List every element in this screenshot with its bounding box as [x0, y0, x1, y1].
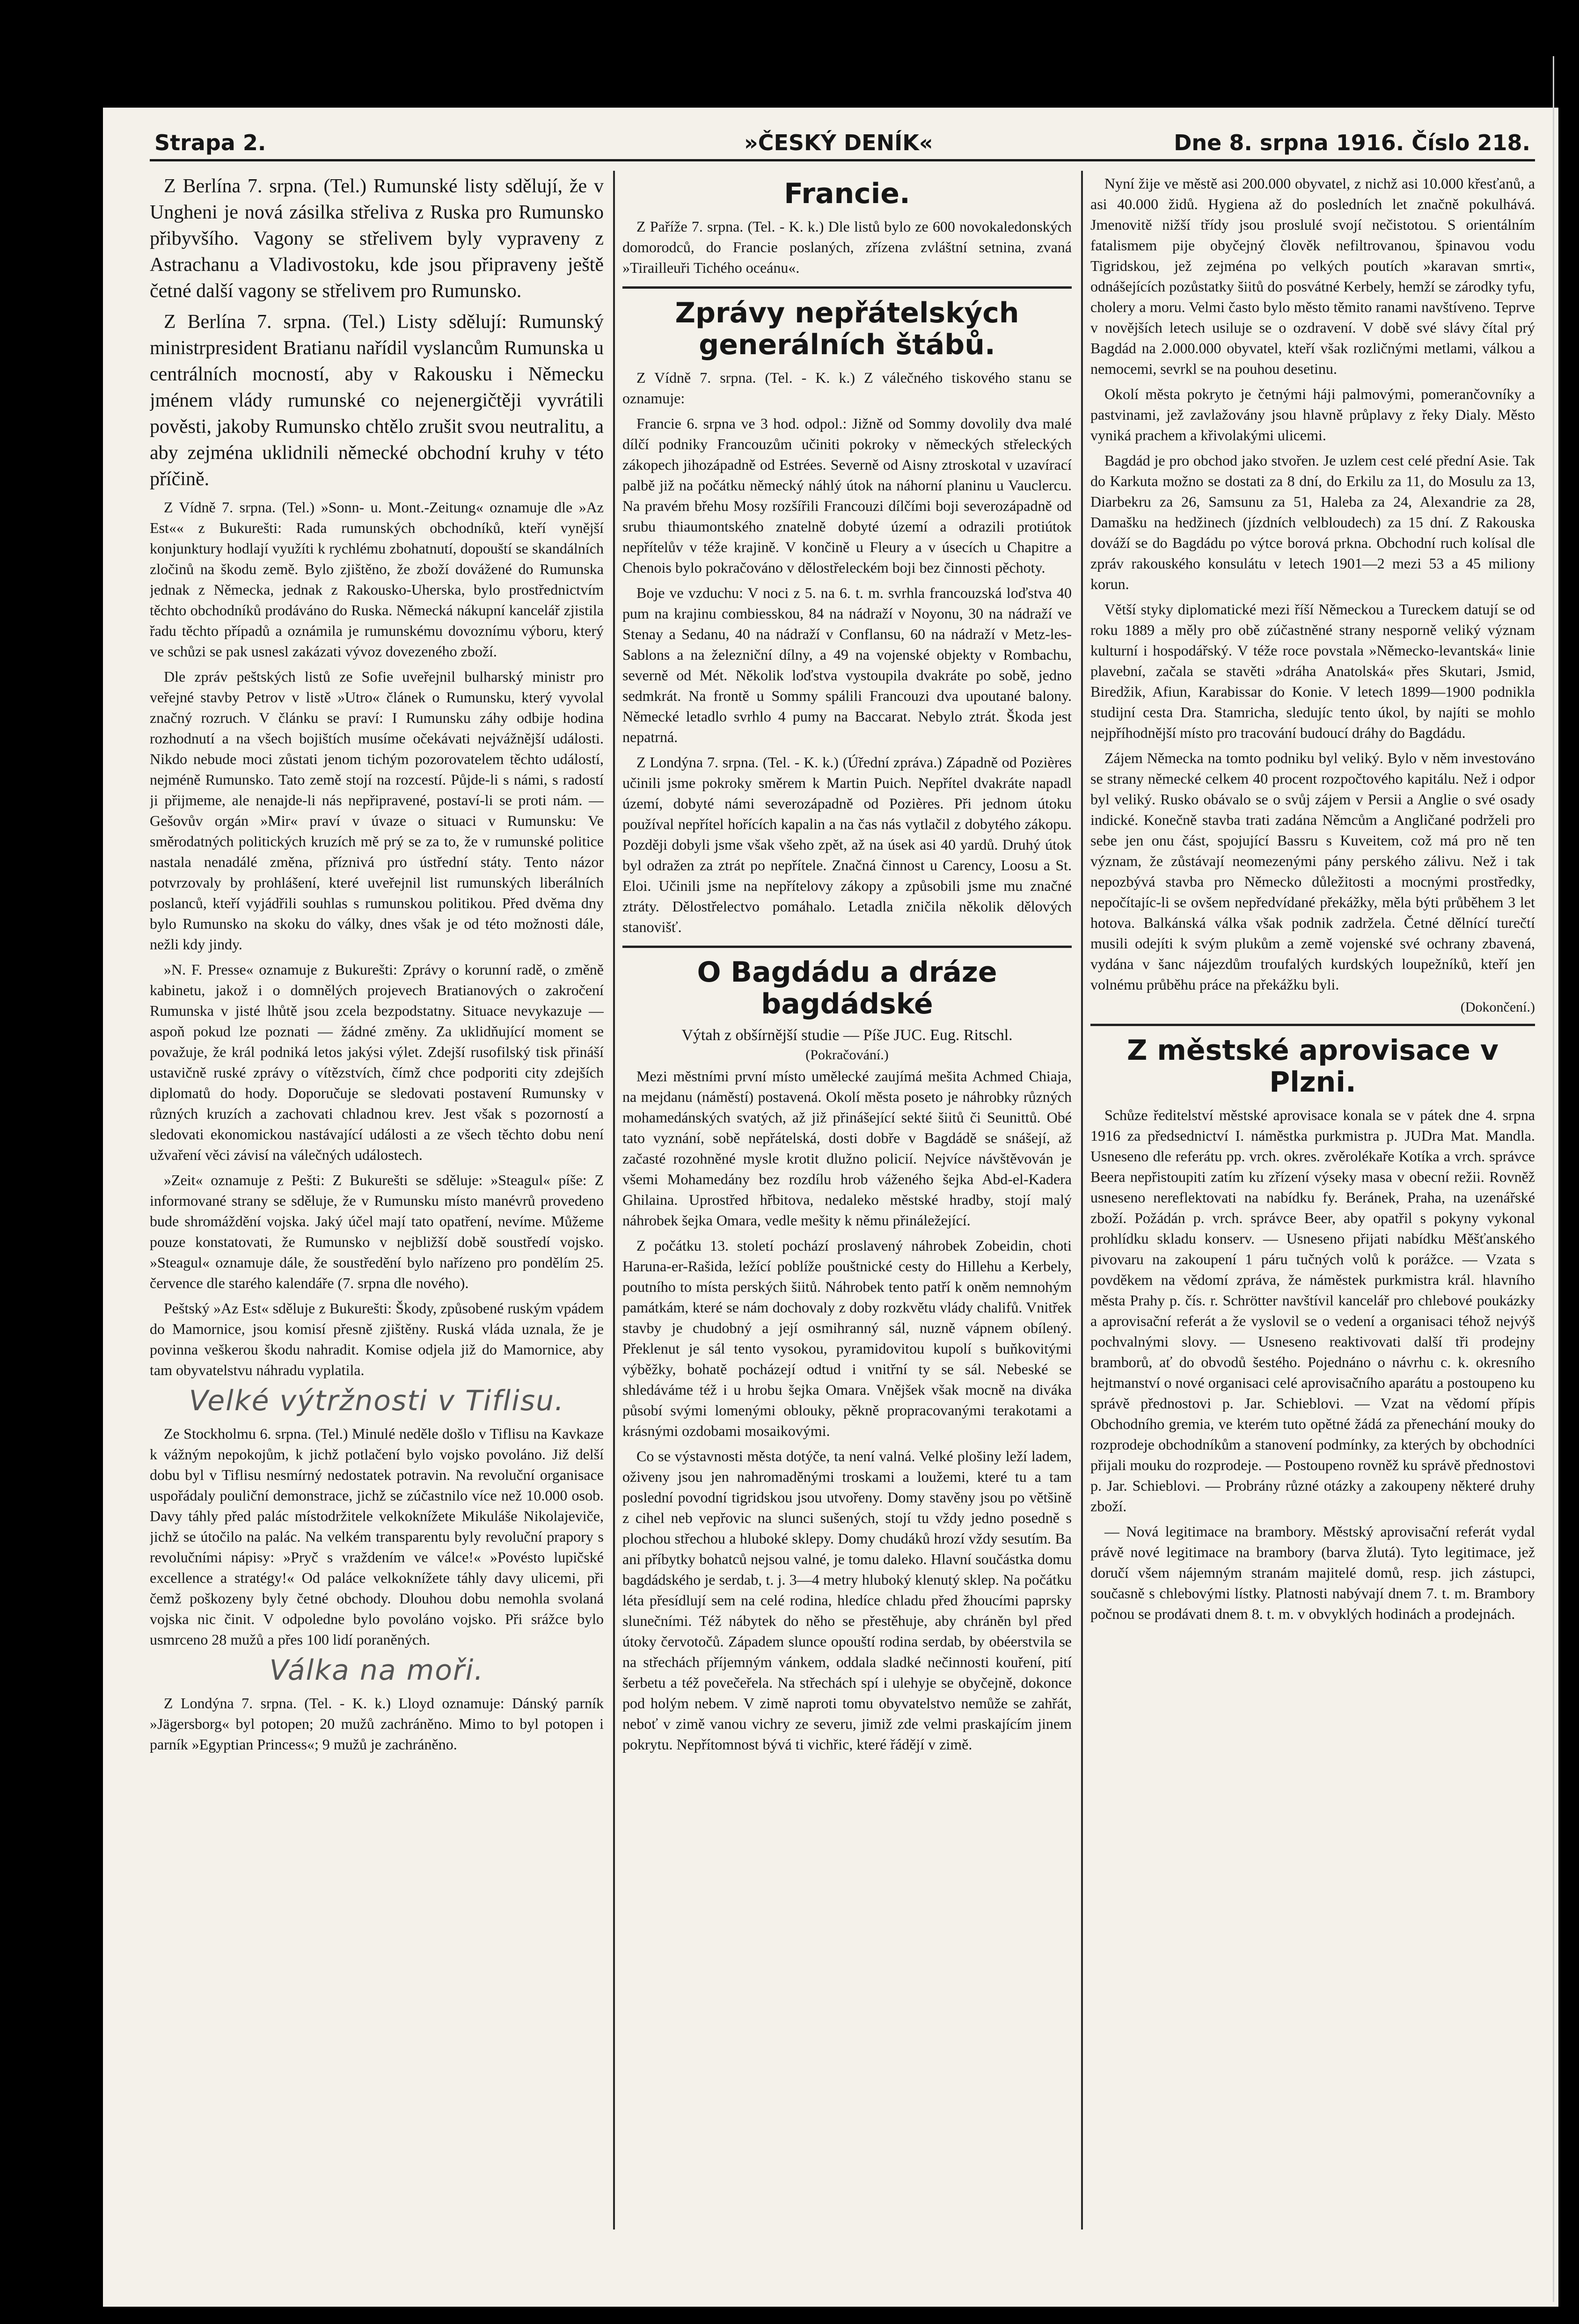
- newspaper-page: [150, 126, 1535, 2297]
- article-paragraph: Mezi městními první místo umělecké zaujímá mešita Achmed Chiaja, na mejdanu (náměstí) postavená. Okolí města poseto je náhrobky různých mohamedánských svatých, až již přinášející sekté šiitů či Seunittů. Obé tato vyznání, sobě nepřátelská, dosti dobře v Bagdádě se snášejí, až začasté rozohněné mysle krotit dlužno policií. Nejvíce návštěvován je všemi Mohamedány bez rozdílu hrob váženého šejka Abd-el-Kadera Ghilaina. Uprostřed hřbitova, nedaleko městské hradby, stojí malý náhrobek šejka Omara, vedle mešity k němu přináležející.: [622, 1068, 1072, 1229]
- article-paragraph: Z Vídně 7. srpna. (Tel. - K. k.) Z válečného tiskového stanu se oznamuje:: [622, 369, 1072, 407]
- article-paragraph: »N. F. Presse« oznamuje z Bukurešti: Zprávy o korunní radě, o změně kabinetu, jakož i o domnělých projevech Bratianových o zakročení Rumunska v jisté lhůtě jsou zcela bezpodstatny. Situace nevykazuje — aspoň pokud lze poznati — žádné změny. Za uklidňující moment se považuje, že král podniká letos jakýsi výlet. Zdejší rusofilský tisk přináší ustavičně ruské zprávy o vítězstvích, čímž chce podporiti city zdejších diplomatů do hody. Doporučuje se sledovati postavení Rumunsky v různých kruzích a zachovati chladnou krev. Jest však s pozorností a sledovati ekonomickou nastávající události a ze všech těchto dobu není užvaření věci závisí na válečných událostech.: [150, 961, 604, 1163]
- article-paragraph: Peštský »Az Est« sděluje z Bukurešti: Škody, způsobené ruským vpádem do Mamornice, jsou komisí přesně zjištěny. Ruská vláda uznala, že je povinna veškerou škodu nahradit. Komise odjela již do Mamornice, aby tam obyvatelstvu náhradu vyplatila.: [150, 1300, 604, 1378]
- headline-war-at-sea: Válka na moři.: [269, 1654, 484, 1687]
- page-header: [150, 126, 1535, 161]
- article-paragraph: Z Berlína 7. srpna. (Tel.) Listy sdělují: Rumunský ministrpresident Bratianu nařídil vyslancům Rumunska u centrálních mocností, aby v Rakousku i Německu jménem vlády rumunské co nejenergičtěji vyvrátili pověsti, jakoby Rumunsko chtělo zrušit svou neutralitu, a aby zejména uklidnili německé obchodní kruhy v této příčině.: [150, 311, 604, 490]
- article-paragraph: »Zeit« oznamuje z Pešti: Z Bukurešti se sděluje: »Steagul« píše: Z informované strany se sděluje, že v Rumunsku místo manévrů provedeno bude shromáždění vojska. Jaký účel mají tato opatření, nevíme. Můžeme pouze konstatovati, že Rumunsko v nejbližší době soustředí vojsko. »Steagul« oznamuje dále, že soustředění bylo nařízeno pro pondělím 25. července dle starého kalendáře (7. srpna dle nového).: [150, 1172, 604, 1291]
- article-paragraph: Z Paříže 7. srpna. (Tel. - K. k.) Dle listů bylo ze 600 novokaledonských domorodců, do Francie poslaných, zřízena zvláštní setnina, zvaná »Tirailleuři Tichého oceánu«.: [622, 218, 1072, 276]
- article-paragraph: Bagdád je pro obchod jako stvořen. Je uzlem cest celé přední Asie. Tak do Karkuta možno se dostati za 8 dní, do Erkilu za 11, do Mosulu za 13, Diarbekru za 26, Samsunu za 51, Haleba za 24, Alexandrie za 28, Damašku na hedžinech (jízdních velbloudech) za 15 dní. Z Rakouska dováží se do Bagdádu po výtce borová prkna. Obchodní ruch kolísal dle zpráv rakouského konsulátu v letech 1901—2 mezi 53 a 45 miliony korun.: [1090, 452, 1535, 592]
- headline-francie: Francie.: [784, 177, 910, 210]
- article-paragraph: Co se výstavnosti města dotýče, ta není valná. Velké plošiny leží ladem, oživeny jsou jen nahromaděnými troskami a loužemi, které tu a tam poslední povodní tigridskou jsou utvořeny. Domy stavěny jsou po většině z cihel neb vepřovic na slunci sušených, stojí tu vždy jedno posedně s plochou střechou a hluboké sklepy. Domy chudáků hrozí vždy sesutím. Ba ani příbytky bohatců nejsou valné, je tomu daleko. Hlavní součástka domu bagdádského je serdab, t. j. 3—4 metry hluboký klenutý sklep. Na počátku léta přesídlují sem na celé rodina, hledíce chladu před žhoucími paprsky slunečními. Též nábytek do něho se přestěhuje, aby chráněn byl před útoky červotočů. Západem slunce opouští rodina serdab, by obéerstvila se na střechách příjemným vánkem, oddala sladké nečinnosti kouření, pití šerbetu a též povečeřela. Na střechách spí i ulehyje se obyčejně, dokonce pod holým nebem. V zimě naproti tomu obyvatelstvo nemůže se zahřát, neboť v zimě vanou vichry ze severu, jimiž zde velmi praskajícím jinem pokrytu. Nepřítomnost bývá ti vichřic, které řádějí v zimě.: [622, 1448, 1072, 1753]
- column-1: [150, 173, 604, 2279]
- column-2: [622, 173, 1072, 2279]
- scan-edge-line: [1553, 56, 1554, 2302]
- headline-plzen-provisioning: Z městské aprovisace v Plzni.: [1127, 1034, 1499, 1099]
- section-rule: [1090, 1024, 1535, 1026]
- section-rule: [622, 286, 1072, 289]
- headline-enemy-staff-reports: Zprávy nepřátelských generálních štábů.: [675, 297, 1019, 361]
- article-paragraph: Francie 6. srpna ve 3 hod. odpol.: Jižně od Sommy dovolily dva malé dílčí podniky Francouzům učiniti pokroky v německých střeleckých zákopech jihozápadně od Estrées. Severně od Aisny ztroskotal v uzavírací palbě již na počátku německý náhlý útok na náhorní planinu u Vauclercu. Na pravém břehu Mosy rozšířili Francouzi dílčími boji severozápadně od srubu thiaumontského znatelně dobyté území a odrazili protiútok nepřítelův v téže krajině. V končině u Fleury a v úsecích u Chapitre a Chenois bylo pokračováno v dělostřeleckém boji bez činnosti pěchoty.: [622, 415, 1072, 576]
- column-rule: [1081, 171, 1083, 2229]
- column-3: [1090, 173, 1535, 2279]
- article-paragraph: Větší styky diplomatické mezi říší Německou a Tureckem datují se od roku 1889 a měly pro obě zúčastněné strany nesporně veliký význam kulturní i hospodářský. V téže roce povstala »Německo-levantská« linie plavební, začala se stavěti »dráha Anatolská« přes Skutari, Jsmid, Biredžik, Afiun, Karabissar do Konie. V letech 1899—1900 podnikla studijní cesta Dra. Stamricha, sledujíc tento úkol, by najíti se mohlo nejpříhodnější místo pro tracování budoucí dráhy do Bagdádu.: [1090, 601, 1535, 741]
- article-paragraph: Dle zpráv peštských listů ze Sofie uveřejnil bulharský ministr pro veřejné stavby Petrov v listě »Utro« článek o Rumunsku, který vyvolal značný rozruch. V článku se praví: I Rumunsku záhy odbije hodina rozhodnutí a na všech bojištích musíme očekávati nejvážnější události. Nikdo nebude moci zůstati jenom tichým pozorovatelem těchto událostí, nejméně Rumunsko. Tato země stojí na rozcestí. Půjde-li s námi, s radostí ji přijmeme, ale nenajde-li nás nepřipravené, postaví-li se proti nám. — Gešovův orgán »Mir« praví v úvaze o situaci v Rumunsku: Ve směrodatných politických kruzích mě prý se za to, že v rumunské politice nastala nenadálé změna, příznivá pro ústřední státy. Tento názor potvrzovaly by prohlášení, které uveřejnil list rumunských liberálních poslanců, kteří vyjádřili souhlas s rumunskou politikou. Před dvěma dny bylo Rumunsko na skoku do války, dnes však je od této možnosti dále, nežli kdy jindy.: [150, 668, 604, 953]
- article-paragraph: Schůze ředitelství městské aprovisace konala se v pátek dne 4. srpna 1916 za předsednictví I. náměstka purkmistra p. JUDra Mat. Mandla. Usneseno dle referátu pp. vrch. okres. zvěrolékaře Kotíka a vrch. správce Beera nepřistoupiti zatím ku zřízení výseky masa v obecní režii. Rovněž usneseno nereflektovati na nabídku fy. Beránek, Praha, na uzenářské zboží. Požádán p. vrch. správce Beer, aby opatřil s pokyny vykonal prohlídku skladu konserv. — Usneseno přijati nabídku Měšťanského pivovaru na zakoupení 1 páru tučných volů k porážce. — Vzata s povděkem na vědomí zpráva, že náměstek purkmistra král. hlavního města Prahy p. čís. r. Schrötter navštívil kancelář pro chlebové poukázky a aprovisační referát a že vyslovil se o vedení a organisaci téhož nejvýš pochvalnými slovy. — Usneseno reaktivovati další tři prodejny bramborů, ať do obvodů šestého. Pojednáno o návrhu c. k. okresního hejtmanství o nové organisaci celé aprovisačního aparátu a postoupeno ku správě přednostovi p. Jar. Schieblovi. — Vzat na vědomí přípis Obchodního gremia, ve kterém tuto opětné žádá za přenechání mouky do rozprodeje obchodníkům a stanovení podmínky, za kterých by obchodníci přijali mouku do rozprodeje. — Postoupeno rovněž ku správě přednostovi p. Jar. Schieblovi. — Probrány různé otázky a zakoupeny některé druhy zboží.: [1090, 1107, 1535, 1515]
- headline-tiflis: Velké výtržnosti v Tiflisu.: [189, 1384, 565, 1417]
- article-paragraph: Z Berlína 7. srpna. (Tel.) Rumunské listy sdělují, že v Ungheni je nová zásilka střeliva z Ruska pro Rumunsko přibyvšího. Vagony se střelivem byly vypraveny z Astrachanu a Vladivostoku, kde jsou připraveny ještě četné další vagony se střelivem pro Rumunsko.: [150, 175, 604, 302]
- article-byline: Výtah z obšírnější studie — Píše JUC. Eug. Ritschl.: [681, 1027, 1013, 1044]
- article-paragraph: Boje ve vzduchu: V noci z 5. na 6. t. m. svrhla francouzská loďstva 40 pum na krajinu combiesskou, 84 na nádraží v Noyonu, 30 na nádraží ve Stenay a Sedanu, 40 na nádraží v Conflansu, 60 na nádraží v Metz-les-Sablons a na železniční dílny, a 49 na vojenské objekty v Rombachu, severně od Mét. Několik loďstva vystoupila dvakráte po sobě, jedno sedmkrát. Na frontě u Sommy spálili Francouzi dva upoutané balony. Německé letadlo svrhlo 4 pumy na Baccarat. Nebylo ztrát. Škoda jest nepatrná.: [622, 584, 1072, 745]
- page-number: Strapa 2.: [154, 130, 266, 155]
- article-paragraph: — Nová legitimace na brambory. Městský aprovisační referát vydal právě nové legitimace na brambory (barva žlutá). Tyto legitimace, jež doručí všem nájemným stranám majitelé domů, resp. jich zástupci, současně s chlebovými lístky. Platnosti nabývají dnem 7. t. m. Brambory počnou se prodávati dnem 8. t. m. v obvyklých hodinách a prodejnách.: [1090, 1523, 1535, 1622]
- issue-date: Dne 8. srpna 1916. Číslo 218.: [1174, 130, 1530, 155]
- section-rule: [622, 946, 1072, 948]
- article-paragraph: Z počátku 13. století pochází proslavený náhrobek Zobeidin, choti Haruna-er-Rašida, ležící poblíže pouštnické cesty do Hillehu a Kerbely, poutního to místa perských šiitů. Náhrobek tento patří k oněm nemnohým památkám, které se nám dochovaly z doby rozkvětu vlády chalifů. Vnitřek stavby je chudobný a její osmihranný sál, nuzně vápnem obílený. Překlenut je sál tento vysokou, pyramidovitou kupolí s buňkovitými výběžky, bohatě pocházejí odtud i vnitřní ty se sál. Nebeské se shledáváme též i u hrobu šejka Omara. Vnějšek však mocně na diváka působí svými lomenými oblouky, pěkně propracovanými terakotami a krásnými ozdobami mosaikovými.: [622, 1237, 1072, 1439]
- continuation-note: (Pokračování.): [805, 1047, 889, 1063]
- newspaper-title: »ČESKÝ DENÍK«: [744, 130, 933, 155]
- article-paragraph: Nyní žije ve městě asi 200.000 obyvatel, z nichž asi 10.000 křesťanů, a asi 40.000 židů. Hygiena až do posledních let značně pokulhává. Jmenovitě nižší třídy jsou proslulé svojí nečistotou. S orientálním fatalismem pije obyčejný člověk nefiltrovanou, špinavou vodu Tigridskou, jež zejména po velkých poutích »karavan smrti«, odnášejících pozůstatky šiitů do posvátné Kerbely, hemží se zárodky tyfu, cholery a moru. Velmi často bylo město těmito ranami navštíveno. Teprve v novějších letech usiluje se o ozdravení. V době své slávy čítal prý Bagdád na 2.000.000 obyvatel, kteří však rozličnými metlami, válkou a nemocemi, sevrkl se na pouhou desetinu.: [1090, 175, 1535, 377]
- scan-edge: [1561, 0, 1579, 2324]
- column-rule: [613, 171, 615, 2229]
- article-paragraph: Zájem Německa na tomto podniku byl veliký. Bylo v něm investováno se strany německé celkem 40 procent rozpočtového kapitálu. Než i odpor byl veliký. Rusko obávalo se o svůj zájem v Persii a Anglie o své osady indické. Konečně stavba trati zadána Němcům a Angličané podrželi pro sebe jen onu část, spojující Bassru s Kuveitem, což má pro ně ten význam, že zůstávají neomezenými pány perského zálivu. Než i tak nepozbývá stavba pro Německo důležitosti a mocnými prostředky, nepočítajíc-li se ovšem nepředvídané překážky, měla býti průběhem 3 let hotova. Balkánská válka však podnik zadržela. Četné dělnící turečtí musili odejíti k svým plukům a země vojenské své ochrany zbavená, vydána v šanc nájezdům troufalých kurdských loupežníků, kteří jen volnému průběhu práce na překážku byli.: [1090, 750, 1535, 993]
- headline-baghdad: O Bagdádu a dráze bagdádské: [697, 956, 997, 1020]
- article-paragraph: Z Londýna 7. srpna. (Tel. - K. k.) Lloyd oznamuje: Dánský parník »Jägersborg« byl potopen; 20 mužů zachráněno. Mimo to byl potopen i parník »Egyptian Princess«; 9 mužů je zachráněno.: [150, 1695, 604, 1753]
- to-be-concluded-note: (Dokončení.): [1460, 999, 1535, 1015]
- article-paragraph: Z Vídně 7. srpna. (Tel.) »Sonn- u. Mont.-Zeitung« oznamuje dle »Az Est«« z Bukurešti: Rada rumunských obchodníků, kteří vynější konjunktury hodlají využíti k rychlému zbohatnutí, dopouští se skandálních zločinů na škodu země. Bylo zjištěno, že zboží dovážené do Rumunska jednak z Německa, jednak z Rakousko-Uherska, bylo prostřednictvím těchto obchodníků prodáváno do Ruska. Německá nákupní kancelář zjistila řadu těchto případů a oznámila je rumunskému dovoznímu výboru, který ve schůzi se pak usnesl zakázati vývoz dovezeného zboží.: [150, 499, 604, 660]
- article-paragraph: Z Londýna 7. srpna. (Tel. - K. k.) (Úřední zpráva.) Západně od Pozières učinili jsme pokroky směrem k Martin Puich. Nepřítel dvakráte napadl území, dobyté námi severozápadně od Pozières. Při jednom útoku používal nepřítel hořících kapalin a na čas nás vytlačil z dobytého zákopu. Později dobyli jsme však všeho zpět, až na úsek asi 40 yardů. Druhý útok byl odražen za ztrát po nepřítele. Značná činnost u Carency, Loosu a St. Eloi. Učinili jsme na nepřítelovy zákopy a způsobili jsme mu značné ztráty. Dělostřelectvo pomáhalo. Letadla zničila několik dělových stanovišť.: [622, 754, 1072, 935]
- article-paragraph: Ze Stockholmu 6. srpna. (Tel.) Minulé neděle došlo v Tiflisu na Kavkaze k vážným nepokojům, k jichž potlačení bylo vojsko povoláno. Již delší dobu byl v Tiflisu nesmírný nedostatek potravin. Na revoluční organisace uspořádaly pouliční demonstrace, jichž se zúčastnilo více než 10.000 osob. Davy táhly před palác místodržitele velkoknížete Mikuláše Nikolajeviče, jichž se útočilo na palác. Na velkém transparentu byly revoluční prapory s revolučními nápisy: »Pryč s vraždením ve válce!« »Povésto lupičské excellence a stratégy!« Od paláce velkoknížete táhly davy ulicemi, při čemž poškozeny byly četné obchody. Dlouhou dobu nemohla svolaná vojska nic činit. V odpoledne bylo povoláno vojsko. Při srážce bylo usmrceno 28 mužů a přes 100 lidí poraněných.: [150, 1425, 604, 1648]
- article-paragraph: Okolí města pokryto je četnými háji palmovými, pomerančovníky a pastvinami, jež zavlažovány jsou hlavně průplavy z řeky Dialy. Město vyniká prachem a křivolakými ulicemi.: [1090, 386, 1535, 444]
